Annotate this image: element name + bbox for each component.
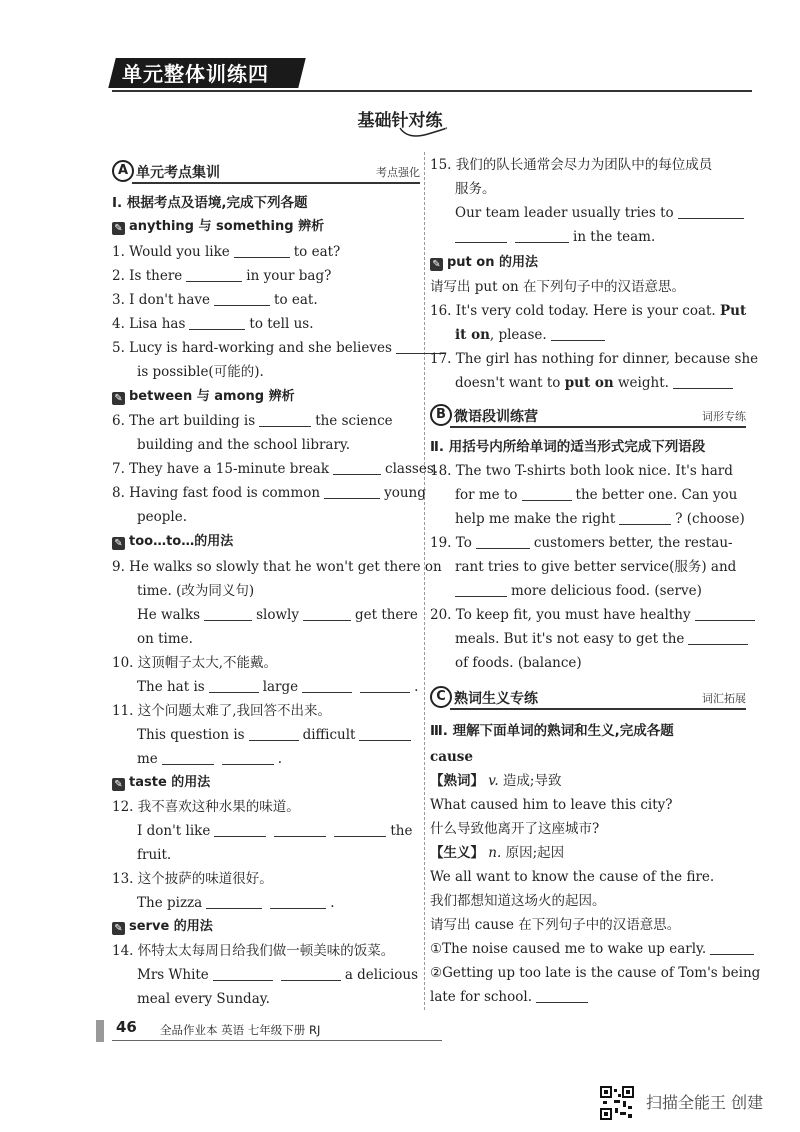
question-8: 8. Having fast food is common young [112,485,426,501]
answer-blank[interactable] [455,229,507,243]
answer-blank[interactable] [186,268,242,282]
answer-blank[interactable] [259,413,311,427]
question-17: 17. The girl has nothing for dinner, because she [430,351,759,367]
example-1-cn: 什么导致他离开了这座城市? [430,821,600,837]
cause-question-2: ②Getting up too late is the cause of Tom's being [430,965,761,981]
question-2: 2. Is there in your bag? [112,268,332,284]
question-10: 10. 这顶帽子太大,不能戴。 [112,655,278,671]
footer-rule [112,1040,442,1041]
question-19: 19. To customers better, the restau- [430,535,733,551]
instruction-put-on: 请写出 put on 在下列句子中的汉语意思。 [430,279,685,295]
page-number: 46 [116,1018,137,1036]
answer-blank[interactable] [515,229,569,243]
section-a-badge: A [112,160,134,182]
sub-heading-serve: ✎ serve 的用法 [112,918,213,936]
answer-blank[interactable] [695,607,755,621]
pen-icon: ✎ [112,392,125,405]
answer-blank[interactable] [536,989,588,1003]
answer-blank[interactable] [270,895,326,909]
answer-blank[interactable] [274,823,326,837]
example-1: What caused him to leave this city? [430,797,673,813]
question-6: 6. The art building is the science [112,413,393,429]
section-a-sub: 考点强化 [376,166,420,179]
part-3-heading: Ⅲ. 理解下面单词的熟词和生义,完成各题 [430,723,674,739]
section-c-header [430,686,746,710]
unit-title: 单元整体训练四 [122,62,269,86]
section-b-header [430,404,746,428]
instruction-cause: 请写出 cause 在下列句子中的汉语意思。 [430,917,681,933]
section-b-title: 微语段训练营 [454,409,538,425]
section-a-header [112,160,420,184]
question-11: 11. 这个问题太难了,我回答不出来。 [112,703,332,719]
answer-blank[interactable] [303,607,351,621]
pen-icon: ✎ [112,222,125,235]
pen-icon: ✎ [112,778,125,791]
answer-blank[interactable] [302,679,352,693]
column-divider [424,152,425,1010]
answer-blank[interactable] [455,583,507,597]
answer-blank[interactable] [359,727,411,741]
pen-icon: ✎ [112,922,125,935]
sub-heading-between: ✎ between 与 among 辨析 [112,388,295,406]
question-20: 20. To keep fit, you must have healthy [430,606,759,624]
answer-blank[interactable] [522,487,572,501]
answer-blank[interactable] [551,327,605,341]
section-c-title: 熟词生义专练 [454,691,538,707]
qr-code-icon [600,1086,634,1120]
section-b-sub: 词形专练 [702,410,746,423]
footer-book-info: 全品作业本 英语 七年级下册 RJ [160,1023,321,1037]
section-c-sub: 词汇拓展 [702,692,746,705]
answer-blank[interactable] [334,823,386,837]
section-c-badge: C [430,686,452,708]
answer-blank[interactable] [249,727,299,741]
question-3: 3. I don't have to eat. [112,292,318,308]
footer-bar [96,1020,104,1042]
scanner-watermark: 扫描全能王 创建 [646,1093,764,1112]
question-18: 18. The two T-shirts both look nice. It's hard [430,463,733,479]
answer-blank[interactable] [214,823,266,837]
answer-blank[interactable] [234,244,290,258]
answer-blank[interactable] [204,607,252,621]
familiar-meaning: 【熟词】 v. 造成;导致 [430,773,562,789]
question-5: 5. Lucy is hard-working and she believes [112,339,450,357]
answer-blank[interactable] [206,895,262,909]
answer-blank[interactable] [189,316,245,330]
sub-heading-taste: ✎ taste 的用法 [112,774,210,792]
header-rule [112,90,752,92]
pen-icon: ✎ [112,537,125,550]
answer-blank[interactable] [209,679,259,693]
cause-question-1: ①The noise caused me to wake up early. [430,940,758,958]
answer-blank[interactable] [360,679,410,693]
answer-blank[interactable] [476,535,530,549]
answer-blank[interactable] [619,511,671,525]
answer-blank[interactable] [324,485,380,499]
question-1: 1. Would you like to eat? [112,244,341,260]
part-1-heading: Ⅰ. 根据考点及语境,完成下列各题 [112,195,308,211]
target-word: cause [430,749,473,765]
answer-blank[interactable] [333,461,381,475]
example-2-cn: 我们都想知道这场火的起因。 [430,893,606,909]
answer-blank[interactable] [162,751,214,765]
question-14: 14. 怀特太太每周日给我们做一顿美味的饭菜。 [112,943,395,959]
swoosh-decoration [398,124,448,140]
question-7: 7. They have a 15-minute break classes. [112,461,439,477]
sub-heading-put-on: ✎ put on 的用法 [430,254,538,272]
question-12: 12. 我不喜欢这种水果的味道。 [112,799,300,815]
answer-blank[interactable] [673,375,733,389]
answer-blank[interactable] [214,292,270,306]
question-15: 15. 我们的队长通常会尽力为团队中的每位成员 [430,157,713,173]
sub-heading-anything: ✎ anything 与 something 辨析 [112,218,324,236]
answer-blank[interactable] [688,631,748,645]
question-16: 16. It's very cold today. Here is your coat. Put [430,303,747,319]
example-2: We all want to know the cause of the fire. [430,869,715,885]
question-13: 13. 这个披萨的味道很好。 [112,871,273,887]
pen-icon: ✎ [430,258,443,271]
answer-blank[interactable] [222,751,274,765]
answer-blank[interactable] [213,967,273,981]
part-2-heading: Ⅱ. 用括号内所给单词的适当形式完成下列语段 [430,439,706,455]
answer-blank[interactable] [710,941,754,955]
new-meaning: 【生义】 n. 原因;起因 [430,845,565,861]
question-9: 9. He walks so slowly that he won't get there on [112,559,442,575]
question-4: 4. Lisa has to tell us. [112,316,314,332]
answer-blank[interactable] [281,967,341,981]
section-b-badge: B [430,404,452,426]
sub-heading-too-to: ✎ too…to…的用法 [112,533,233,551]
section-a-title: 单元考点集训 [136,165,220,181]
answer-blank[interactable] [678,205,744,219]
section-title: 基础针对练 [357,111,443,131]
